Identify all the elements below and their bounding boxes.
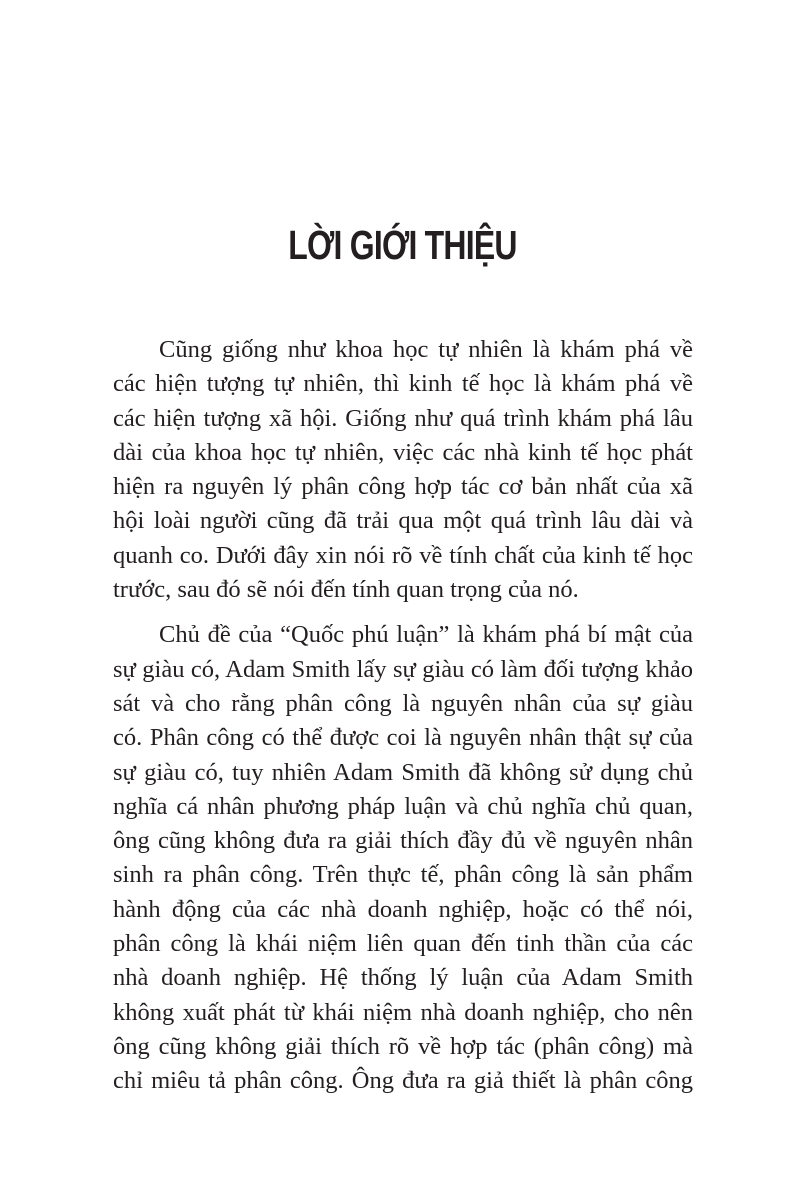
text-line: dài của khoa học tự nhiên, việc các nhà kinh tế học phát — [113, 438, 693, 466]
paragraph-2 — [113, 618, 693, 1098]
text-line: trước, sau đó sẽ nói đến tính quan trọng của nó. — [113, 576, 579, 604]
text-line: Chủ đề của “Quốc phú luận” là khám phá bí mật của — [159, 621, 693, 649]
text-line: ông cũng không giải thích rõ về hợp tác (phân công) mà — [113, 1032, 693, 1060]
text-line: hành động của các nhà doanh nghiệp, hoặc có thể nói, — [113, 895, 693, 923]
text-line: hiện ra nguyên lý phân công hợp tác cơ bản nhất của xã — [113, 473, 693, 501]
text-line: ông cũng không đưa ra giải thích đầy đủ về nguyên nhân — [113, 827, 693, 855]
text-line: Cũng giống như khoa học tự nhiên là khám phá về — [159, 336, 693, 363]
chapter-title: LỜI GIỚI THIỆU — [288, 222, 517, 269]
text-line: phân công là khái niệm liên quan đến tinh thần của các — [113, 930, 693, 958]
paragraph-1 — [113, 333, 693, 607]
text-line: sinh ra phân công. Trên thực tế, phân công là sản phẩm — [113, 861, 693, 889]
text-line: sự giàu có, Adam Smith lấy sự giàu có làm đối tượng khảo — [113, 655, 693, 683]
text-line: không xuất phát từ khái niệm nhà doanh nghiệp, cho nên — [113, 998, 693, 1026]
text-line: sát và cho rằng phân công là nguyên nhân của sự giàu — [113, 689, 693, 717]
body-text — [113, 333, 693, 1099]
text-line: hội loài người cũng đã trải qua một quá trình lâu dài và — [113, 507, 693, 535]
text-line: sự giàu có, tuy nhiên Adam Smith đã không sử dụng chủ — [113, 758, 693, 786]
text-line: các hiện tượng xã hội. Giống như quá trình khám phá lâu — [113, 404, 693, 432]
text-line: quanh co. Dưới đây xin nói rõ về tính chất của kinh tế học — [113, 541, 693, 569]
text-line: các hiện tượng tự nhiên, thì kinh tế học là khám phá về — [113, 370, 693, 398]
text-line: nhà doanh nghiệp. Hệ thống lý luận của Adam Smith — [113, 964, 693, 992]
text-line: chỉ miêu tả phân công. Ông đưa ra giả thiết là phân công — [113, 1067, 693, 1095]
text-line: có. Phân công có thể được coi là nguyên nhân thật sự của — [113, 724, 693, 752]
text-line: nghĩa cá nhân phương pháp luận và chủ nghĩa chủ quan, — [113, 792, 693, 820]
